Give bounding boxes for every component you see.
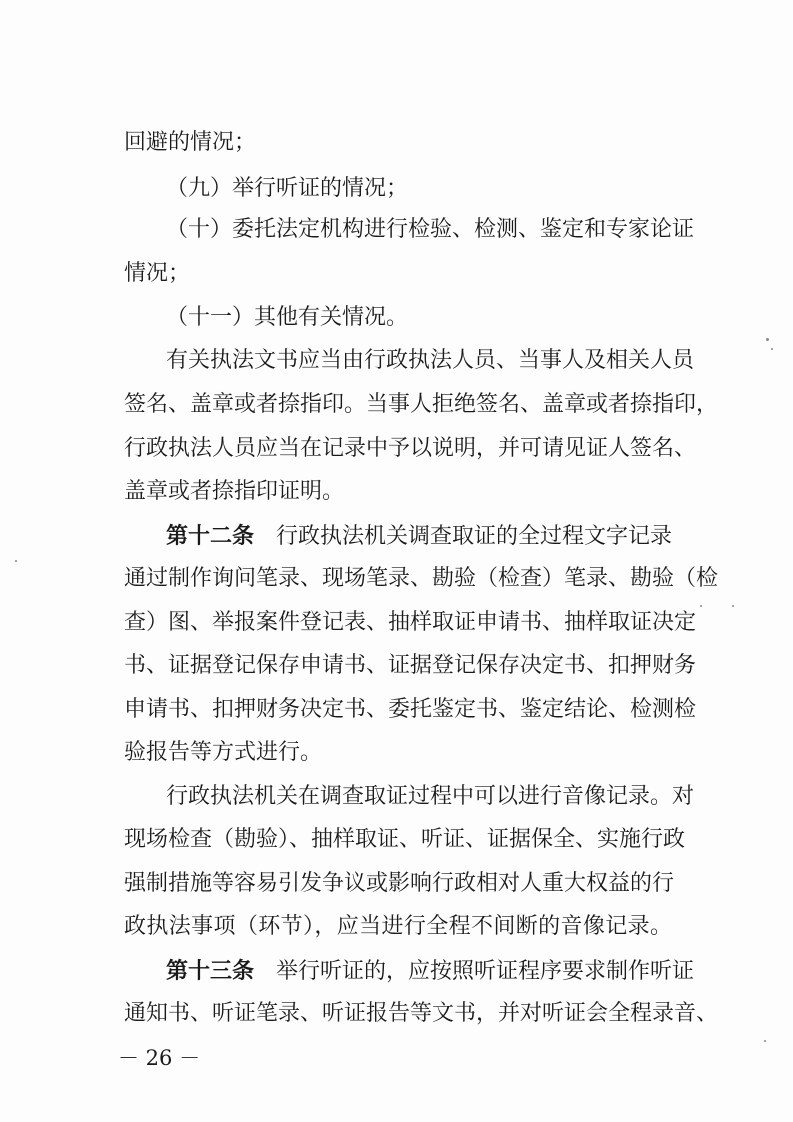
text-segment: （十一）其他有关情况。 xyxy=(166,305,409,330)
text-line xyxy=(166,782,695,812)
text-segment: 申请书、扣押财务决定书、委托鉴定书、鉴定结论、检测检 xyxy=(124,697,697,722)
text-segment: 书、证据登记保存申请书、证据登记保存决定书、扣押财务 xyxy=(124,653,697,678)
text-line xyxy=(124,825,686,855)
text-line xyxy=(124,695,697,725)
text-segment: 政执法事项（环节），应当进行全程不间断的音像记录。 xyxy=(124,914,672,939)
text-segment: 有关执法文书应当由行政执法人员、当事人及相关人员 xyxy=(166,348,695,373)
text-line xyxy=(124,999,719,1029)
text-line xyxy=(124,738,322,768)
text-segment: （九）举行听证的情况； xyxy=(166,176,409,201)
scan-speck xyxy=(766,338,769,341)
text-segment: 查）图、举报案件登记表、抽样取证申请书、抽样取证决定 xyxy=(124,610,697,635)
text-line xyxy=(124,608,697,638)
text-line xyxy=(124,259,190,289)
text-line xyxy=(166,174,408,204)
text-line xyxy=(166,521,672,552)
scan-speck xyxy=(700,605,702,607)
text-segment: 强制措施等容易引发争议或影响行政相对人重大权益的行 xyxy=(124,871,675,896)
text-line xyxy=(124,434,697,464)
article-heading: 第十三条 xyxy=(166,958,255,984)
text-segment: 行政执法机关调查取证的全过程文字记录 xyxy=(254,524,673,549)
text-line xyxy=(124,869,675,899)
text-line xyxy=(124,390,719,420)
text-segment: 回避的情况； xyxy=(124,130,257,155)
scan-speck xyxy=(15,560,17,562)
text-segment: 通过制作询问笔录、现场笔录、勘验（检查）笔录、勘验（检 xyxy=(124,566,719,591)
text-segment: 情况； xyxy=(124,261,191,286)
text-segment: 盖章或者捺指印证明。 xyxy=(124,479,345,504)
text-line xyxy=(124,651,697,681)
text-segment: 验报告等方式进行。 xyxy=(124,740,323,765)
text-segment: （十）委托法定机构进行检验、检测、鉴定和专家论证 xyxy=(166,217,695,242)
scan-speck xyxy=(732,605,734,607)
text-segment: 举行听证的，应按照听证程序要求制作听证 xyxy=(254,959,695,984)
text-line xyxy=(124,564,719,594)
text-line xyxy=(166,303,408,333)
text-segment: 签名、盖章或者捺指印。当事人拒绝签名、盖章或者捺指印， xyxy=(124,392,719,417)
text-segment: 通知书、听证笔录、听证报告等文书，并对听证会全程录音、 xyxy=(124,1001,719,1026)
text-line xyxy=(124,912,672,942)
text-line xyxy=(124,477,344,507)
page-number: － 26 － xyxy=(118,1046,201,1070)
text-line xyxy=(124,128,256,158)
text-segment: 行政执法机关在调查取证过程中可以进行音像记录。对 xyxy=(166,784,695,809)
text-line xyxy=(166,215,695,245)
text-line xyxy=(166,956,695,987)
text-segment: 行政执法人员应当在记录中予以说明，并可请见证人签名、 xyxy=(124,436,697,461)
scan-speck xyxy=(771,348,773,350)
scan-speck xyxy=(764,1040,766,1042)
text-line xyxy=(166,346,695,376)
text-segment: 现场检查（勘验）、抽样取证、听证、证据保全、实施行政 xyxy=(124,827,686,852)
article-heading: 第十二条 xyxy=(166,523,255,549)
